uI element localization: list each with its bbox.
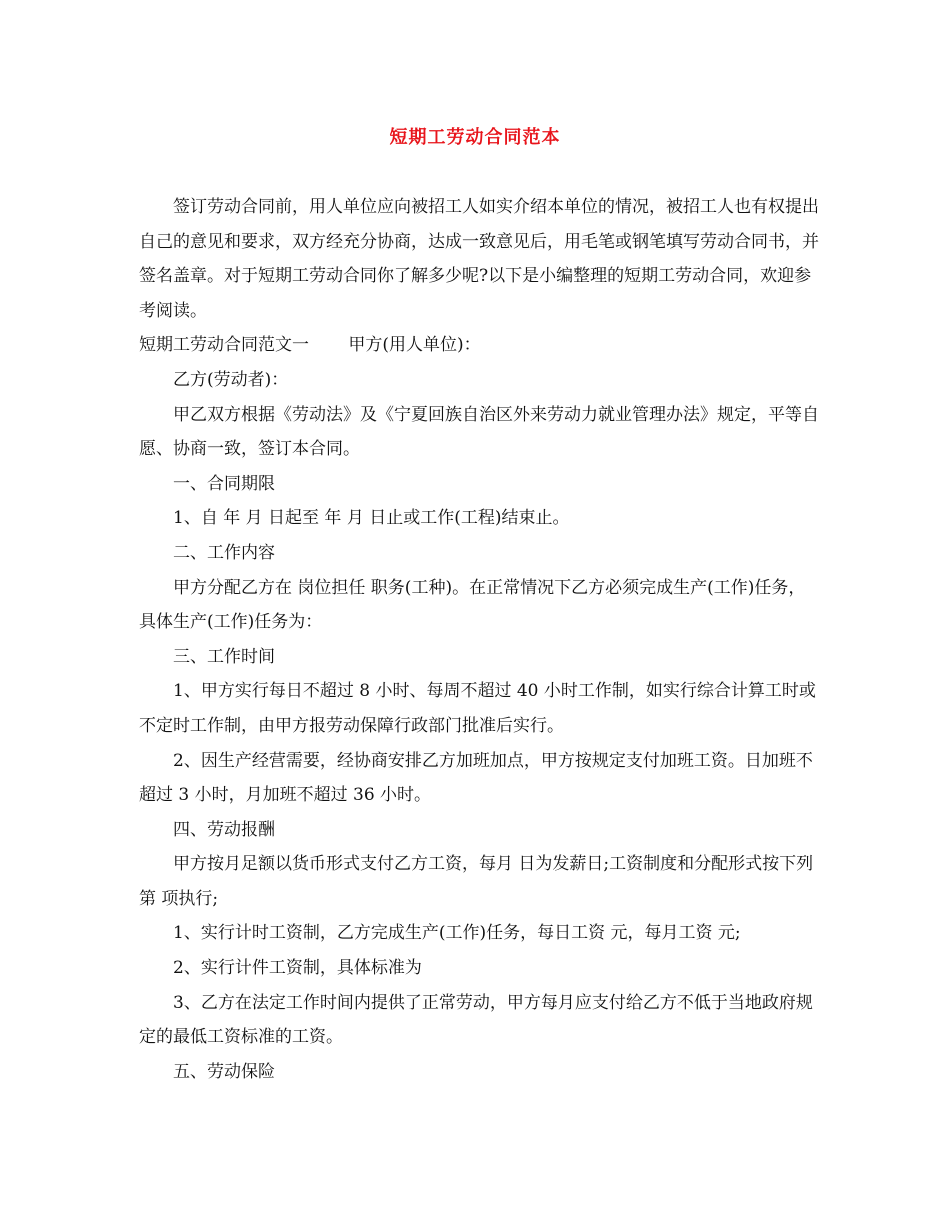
paragraph-sample-heading: 短期工劳动合同范文一 甲方(用人单位)：: [139, 335, 481, 356]
paragraph-basis: 甲乙双方根据《劳动法》及《宁夏回族自治区外来劳动力就业管理办法》规定，平等自愿、协商一致，签订本合同。: [139, 404, 819, 460]
paragraph-pay-2: 2、实行计件工资制，具体标准为: [173, 958, 422, 979]
paragraph-term-1: 1、自 年 月 日起至 年 月 日止或工作(工程)结束止。: [173, 508, 570, 529]
paragraph-work-time-1: 1、甲方实行每日不超过 8 小时、每周不超过 40 小时工作制，如实行综合计算工时或不定时工作制，由甲方报劳动保障行政部门批准后实行。: [139, 681, 816, 736]
section-heading-work-content: 二、工作内容: [173, 542, 275, 563]
paragraph-work-time-2: 2、因生产经营需要，经协商安排乙方加班加点，甲方按规定支付加班工资。日加班不超过 3 小时，月加班不超过 36 小时。: [139, 750, 813, 806]
paragraph-pay-1: 1、实行计时工资制，乙方完成生产(工作)任务，每日工资 元，每月工资 元;: [173, 923, 741, 944]
document-title: 短期工劳动合同范本: [389, 127, 561, 148]
section-heading-insurance: 五、劳动保险: [173, 1061, 275, 1082]
section-heading-pay: 四、劳动报酬: [173, 819, 275, 840]
section-heading-work-time: 三、工作时间: [173, 646, 275, 667]
paragraph-pay: 甲方按月足额以货币形式支付乙方工资，每月 日为发薪日;工资制度和分配形式按下列第 项执行;: [139, 854, 814, 909]
paragraph-pay-3: 3、乙方在法定工作时间内提供了正常劳动，甲方每月应支付给乙方不低于当地政府规定的最低工资标准的工资。: [139, 992, 813, 1048]
document-body: [139, 190, 819, 1089]
paragraph-work-content: 甲方分配乙方在 岗位担任 职务(工种)。在正常情况下乙方必须完成生产(工作)任务，具体生产(工作)任务为：: [139, 577, 806, 633]
paragraph-intro: 签订劳动合同前，用人单位应向被招工人如实介绍本单位的情况，被招工人也有权提出自己的意见和要求，双方经充分协商，达成一致意见后，用毛笔或钢笔填写劳动合同书，并签名盖章。对于短期工劳动合同你了解多少呢?以下是小编整理的短期工劳动合同，欢迎参考阅读。: [139, 197, 819, 321]
section-heading-term: 一、合同期限: [173, 473, 275, 494]
paragraph-party-b: 乙方(劳动者)：: [173, 369, 289, 390]
